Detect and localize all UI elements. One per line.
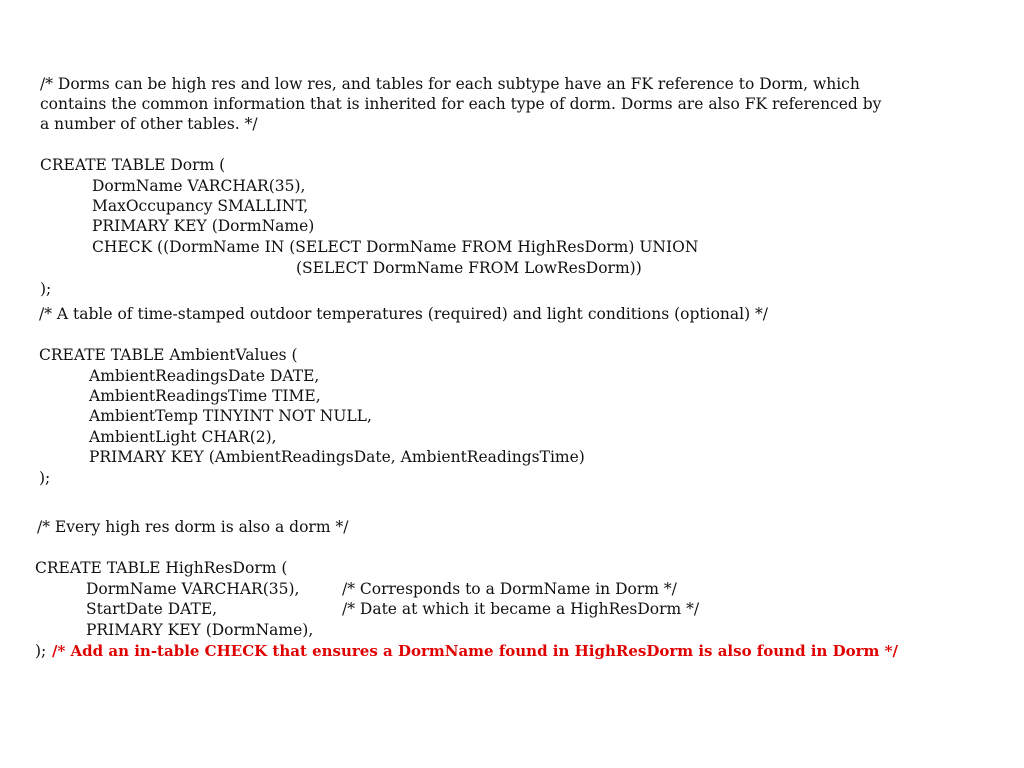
dorm-comment-line-3: a number of other tables. */	[40, 115, 258, 133]
ambient-primary-key: PRIMARY KEY (AmbientReadingsDate, AmbientReadingsTime)	[89, 448, 585, 466]
dorm-comment-line-2: contains the common information that is inherited for each type of dorm. Dorms are also FK referenced by	[40, 95, 882, 113]
ambient-column-temp: AmbientTemp TINYINT NOT NULL,	[89, 407, 372, 425]
ambient-close: );	[39, 469, 51, 487]
highres-primary-key: PRIMARY KEY (DormName),	[86, 621, 314, 639]
highres-column-startdate-comment: /* Date at which it became a HighResDorm */	[342, 600, 700, 618]
dorm-create-statement: CREATE TABLE Dorm (	[40, 156, 226, 174]
dorm-comment-line-1: /* Dorms can be high res and low res, and tables for each subtype have an FK reference to Dorm, which	[40, 75, 860, 93]
dorm-column-maxoccupancy: MaxOccupancy SMALLINT,	[92, 197, 309, 215]
highres-comment: /* Every high res dorm is also a dorm */	[37, 518, 349, 536]
ambient-column-date: AmbientReadingsDate DATE,	[89, 367, 320, 385]
ambient-column-light: AmbientLight CHAR(2),	[89, 428, 277, 446]
dorm-check-continuation: (SELECT DormName FROM LowResDorm))	[296, 259, 642, 277]
highres-create-statement: CREATE TABLE HighResDorm (	[35, 559, 288, 577]
dorm-primary-key: PRIMARY KEY (DormName)	[92, 217, 315, 235]
highres-close: );	[35, 642, 47, 660]
ambient-comment: /* A table of time-stamped outdoor temperatures (required) and light conditions (optional) */	[39, 305, 769, 323]
ambient-create-statement: CREATE TABLE AmbientValues (	[39, 346, 298, 364]
highres-column-startdate: StartDate DATE,	[86, 600, 218, 618]
ambient-column-time: AmbientReadingsTime TIME,	[89, 387, 321, 405]
dorm-check-constraint: CHECK ((DormName IN (SELECT DormName FROM HighResDorm) UNION	[92, 238, 699, 256]
highres-column-dormname-comment: /* Corresponds to a DormName in Dorm */	[342, 580, 677, 598]
highres-column-dormname: DormName VARCHAR(35),	[86, 580, 300, 598]
highres-todo-comment: /* Add an in-table CHECK that ensures a DormName found in HighResDorm is also found in Dorm */	[52, 642, 898, 660]
dorm-column-dormname: DormName VARCHAR(35),	[92, 177, 306, 195]
dorm-close: );	[40, 280, 52, 298]
